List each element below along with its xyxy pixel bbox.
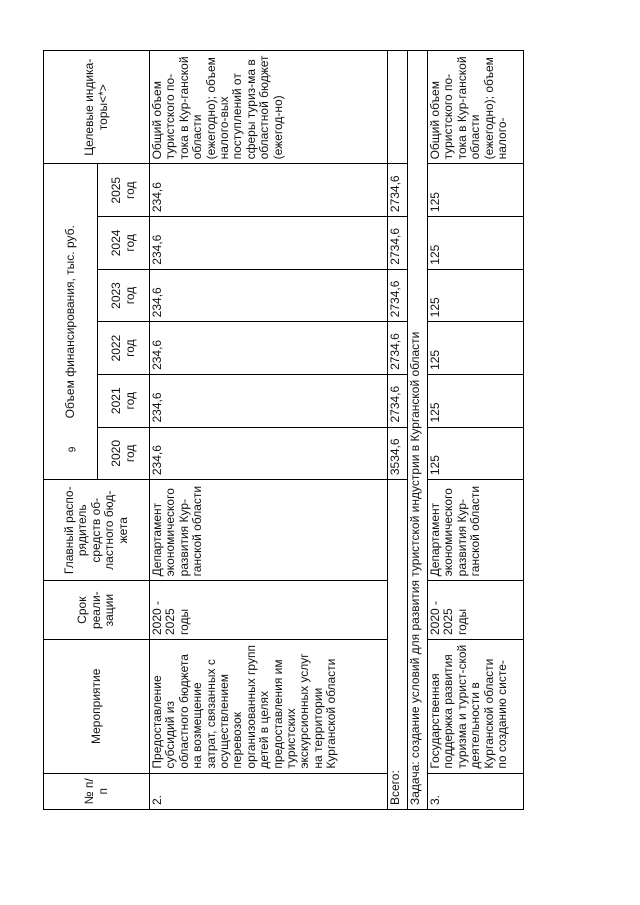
total-row bbox=[388, 51, 408, 810]
row-value: 234,6 bbox=[150, 164, 388, 217]
total-value: 2734,6 bbox=[388, 322, 408, 375]
total-value: 3534,6 bbox=[388, 427, 408, 480]
row-targets: Общий объем туристского по-тока в Кур-ганской области (ежегодно); объем налого-вых поступлений от сферы туриз-ма в областной бюджет (ежегод-но) bbox=[150, 51, 388, 164]
row-term: 2020 - 2025 годы bbox=[428, 581, 524, 640]
task-text: Задача: создание условий для развития туристской индустрии в Курганской области bbox=[408, 51, 428, 810]
row-manager: Департамент экономического развития Кур-ганской области bbox=[428, 480, 524, 581]
year-header: 2022 год bbox=[98, 322, 150, 375]
header-term: Срок реали-зации bbox=[44, 581, 150, 640]
row-event: Предоставление субсидий из областного бюджета на возмещение затрат, связанных с осуществлением перевозок организованных групп детей в целях предоставления им туристских экскурсионных услуг на территории Курганской области bbox=[150, 640, 388, 774]
row-targets: Общий объем туристского по-тока в Кур-ганской области (ежегодно); объем налого- bbox=[428, 51, 524, 164]
row-value: 125 bbox=[428, 374, 524, 427]
row-num: 3. bbox=[428, 773, 524, 809]
row-value: 234,6 bbox=[150, 217, 388, 270]
total-label: Всего: bbox=[388, 480, 408, 810]
year-header: 2025 год bbox=[98, 164, 150, 217]
header-event: Мероприятие bbox=[44, 640, 150, 774]
task-row bbox=[408, 51, 428, 810]
program-events-table bbox=[43, 50, 524, 810]
row-value: 234,6 bbox=[150, 374, 388, 427]
row-value: 125 bbox=[428, 427, 524, 480]
row-value: 234,6 bbox=[150, 269, 388, 322]
rotated-table-sheet bbox=[43, 50, 533, 810]
header-row bbox=[44, 51, 98, 810]
total-value: 2734,6 bbox=[388, 269, 408, 322]
row-manager: Департамент экономического развития Кур-ганской области bbox=[150, 480, 388, 581]
row-value: 234,6 bbox=[150, 427, 388, 480]
total-value: 2734,6 bbox=[388, 164, 408, 217]
page-number: 9 bbox=[67, 446, 79, 453]
total-targets bbox=[388, 51, 408, 164]
row-value: 125 bbox=[428, 164, 524, 217]
table-row bbox=[428, 51, 524, 810]
header-manager: Главный распо-рядитель средств об-ластного бюд-жета bbox=[44, 480, 150, 581]
row-value: 125 bbox=[428, 322, 524, 375]
total-value: 2734,6 bbox=[388, 217, 408, 270]
row-value: 125 bbox=[428, 269, 524, 322]
header-funding: Объем финансирования, тыс. руб. bbox=[44, 164, 98, 480]
row-value: 125 bbox=[428, 217, 524, 270]
row-value: 234,6 bbox=[150, 322, 388, 375]
table-row bbox=[150, 51, 388, 810]
year-header: 2024 год bbox=[98, 217, 150, 270]
header-targets: Целевые индика-торы<*> bbox=[44, 51, 150, 164]
header-num: № п/п bbox=[44, 773, 150, 809]
total-value: 2734,6 bbox=[388, 374, 408, 427]
year-header: 2023 год bbox=[98, 269, 150, 322]
row-term: 2020 - 2025 годы bbox=[150, 581, 388, 640]
year-header: 2021 год bbox=[98, 374, 150, 427]
row-event: Государственная поддержка развития туризма и турист-ской деятельности в Курганской области по созданию систе- bbox=[428, 640, 524, 774]
year-header: 2020 год bbox=[98, 427, 150, 480]
row-num: 2. bbox=[150, 773, 388, 809]
